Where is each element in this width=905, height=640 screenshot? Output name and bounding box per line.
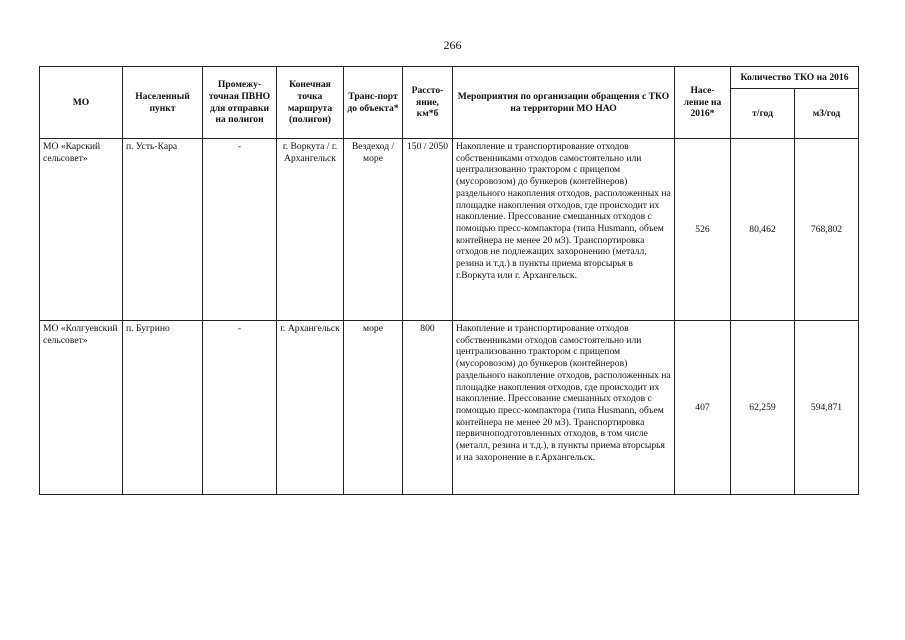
cell-m3-year: 594,871 xyxy=(795,321,859,495)
header-m3-year: м3/год xyxy=(795,89,859,139)
cell-t-year: 80,462 xyxy=(731,139,795,321)
cell-settlement: п. Бугрино xyxy=(123,321,203,495)
cell-distance: 150 / 2050 xyxy=(403,139,453,321)
header-settlement: Населенный пункт xyxy=(123,67,203,139)
cell-population: 526 xyxy=(675,139,731,321)
header-population: Насе-ление на 2016* xyxy=(675,67,731,139)
cell-population: 407 xyxy=(675,321,731,495)
header-measures: Мероприятия по организации обращения с ТКО на территории МО НАО xyxy=(453,67,675,139)
header-distance: Рассто-яние, км*б xyxy=(403,67,453,139)
header-end-point: Конечная точка маршрута (полигон) xyxy=(277,67,344,139)
cell-end-point: г. Воркута / г. Архангельск xyxy=(277,139,344,321)
cell-transport: море xyxy=(344,321,403,495)
cell-mo: МО «Карский сельсовет» xyxy=(40,139,123,321)
cell-mo: МО «Колгуевский сельсовет» xyxy=(40,321,123,495)
cell-transport: Вездеход / море xyxy=(344,139,403,321)
header-mo: МО xyxy=(40,67,123,139)
cell-settlement: п. Усть-Кара xyxy=(123,139,203,321)
page-number: 266 xyxy=(443,38,462,52)
cell-m3-year: 768,802 xyxy=(795,139,859,321)
header-transport: Транс-порт до объекта* xyxy=(344,67,403,139)
header-tko-group: Количество ТКО на 2016 xyxy=(731,67,859,89)
cell-distance: 800 xyxy=(403,321,453,495)
cell-end-point: г. Архангельск xyxy=(277,321,344,495)
cell-measures: Накопление и транспортирование отходов собственниками отходов самостоятельно или централизованно трактором с прицепом (мусоровозом) до бункеров (контейнеров) раздельного накопления отходов, расположенных на площадке накопления отходов, где происходит их накопление. Прессование смешанных отходов с помощью пресс-компактора (типа Husmann, объем контейнера не менее 20 м3). Транспортировка отходов не подлежащих захоронению (металл, резина и т.д.) в пункты приема вторсырья в г.Воркута или г. Архангельск. xyxy=(453,139,675,321)
table-row xyxy=(40,139,859,321)
table-row xyxy=(40,321,859,495)
header-pvno: Промежу-точная ПВНО для отправки на полигон xyxy=(203,67,277,139)
cell-pvno: - xyxy=(203,139,277,321)
cell-pvno: - xyxy=(203,321,277,495)
cell-measures: Накопление и транспортирование отходов собственниками отходов самостоятельно или централизованно трактором с прицепом (мусоровозом) до бункеров (контейнеров) раздельного накопление отходов, расположенных на площадке накопления отходов, где происходит их накопление. Прессование смешанных отходов с помощью пресс-компактора (типа Husmann, объем контейнера не менее 20 м3). Транспортировка первичноподготовленных отходов, в том числе (металл, резина и т.д.), в пункты приема вторсырья и на захоронение в г.Архангельск. xyxy=(453,321,675,495)
header-t-year: т/год xyxy=(731,89,795,139)
tko-table xyxy=(39,66,859,495)
cell-t-year: 62,259 xyxy=(731,321,795,495)
